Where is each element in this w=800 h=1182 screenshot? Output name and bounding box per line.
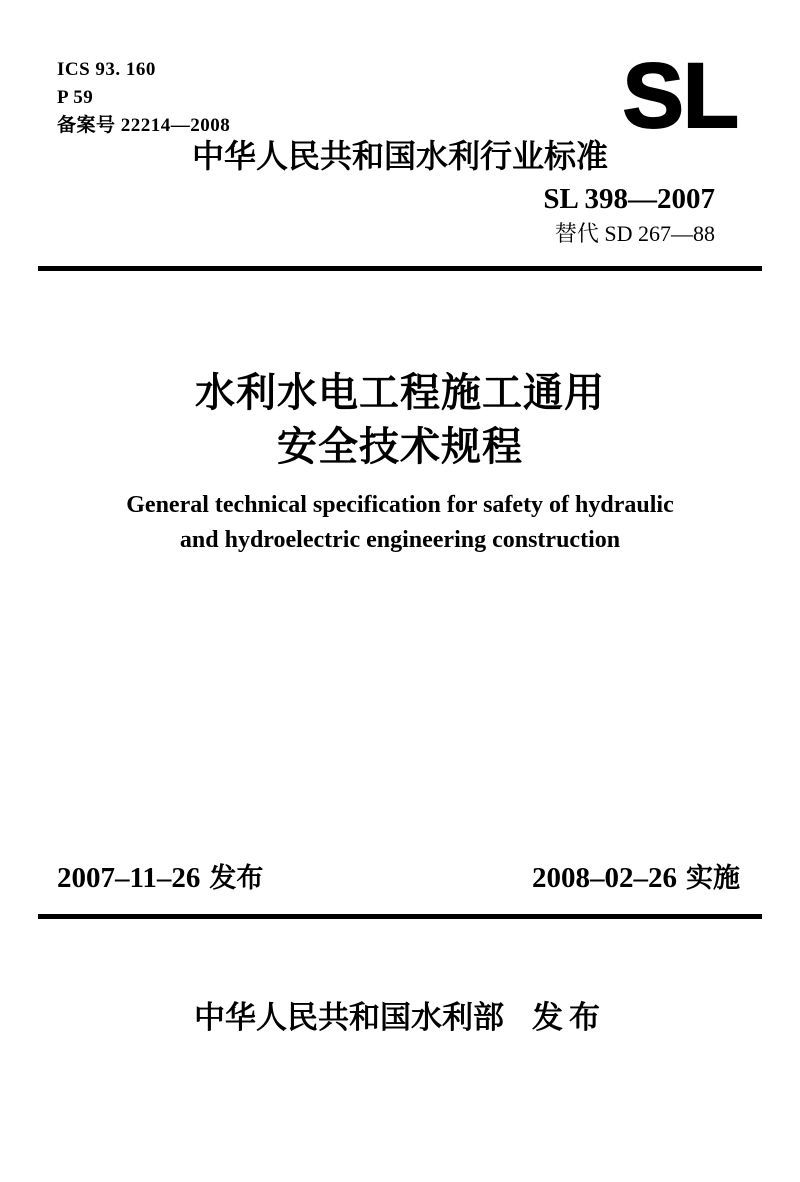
- dates-row: [57, 860, 740, 901]
- publisher-row: [0, 996, 800, 1040]
- implement-date: 2008–02–26: [532, 862, 677, 894]
- top-divider: [38, 266, 762, 271]
- issue-date: 2007–11–26: [57, 862, 201, 894]
- replaced-standard: 替代 SD 267—88: [554, 221, 715, 246]
- implement-label: 实施: [686, 863, 740, 893]
- standard-number: SL 398—2007: [543, 183, 715, 215]
- ics-code: ICS 93. 160: [57, 59, 156, 80]
- issue-date-group: [57, 860, 263, 901]
- classification-code: P 59: [57, 87, 94, 108]
- standard-number-block: [543, 182, 715, 249]
- title-cn-line-2: 安全技术规程: [277, 425, 523, 469]
- implement-date-group: [532, 860, 740, 901]
- record-number: 备案号 22214—2008: [57, 115, 231, 136]
- issue-label: 发布: [209, 863, 264, 893]
- title-cn-line-1: 水利水电工程施工通用: [195, 371, 605, 415]
- standard-type-title: 中华人民共和国水利行业标准: [191, 138, 608, 174]
- sl-logo: SL: [622, 45, 738, 147]
- bottom-divider: [38, 914, 762, 919]
- publish-label: 发布: [532, 1000, 606, 1035]
- title-block: [0, 366, 800, 558]
- title-en-line-1: General technical specification for safety of hydraulic: [126, 492, 674, 518]
- document-meta: [57, 56, 230, 140]
- title-en-line-2: and hydroelectric engineering construction: [179, 527, 621, 553]
- publisher-name: 中华人民共和国水利部: [194, 1000, 504, 1035]
